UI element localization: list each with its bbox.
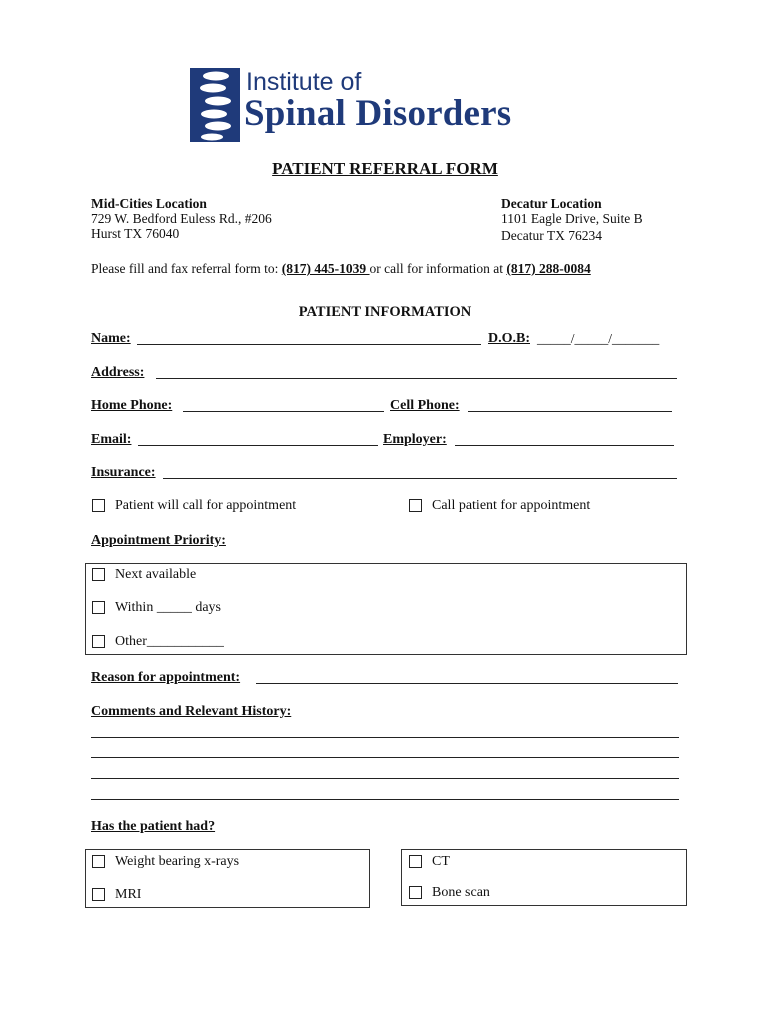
appointment-priority-label: Appointment Priority: xyxy=(91,533,226,548)
name-label: Name: xyxy=(91,331,131,346)
comments-line-2[interactable] xyxy=(91,757,679,758)
xrays-label: Weight bearing x-rays xyxy=(115,854,240,869)
address-label: Address: xyxy=(91,365,145,380)
email-field[interactable] xyxy=(138,445,378,446)
other-label: Other___________ xyxy=(115,634,224,649)
patient-will-call-label: Patient will call for appointment xyxy=(115,498,297,513)
cell-phone-field[interactable] xyxy=(468,411,672,412)
xrays-checkbox[interactable] xyxy=(92,855,105,868)
spine-icon xyxy=(190,68,240,142)
email-label: Email: xyxy=(91,432,132,447)
decatur-address1: 1101 Eagle Drive, Suite B xyxy=(501,211,643,226)
home-phone-field[interactable] xyxy=(183,411,384,412)
bone-scan-checkbox[interactable] xyxy=(409,886,422,899)
call-patient-label: Call patient for appointment xyxy=(432,498,591,513)
bone-scan-label: Bone scan xyxy=(432,885,490,900)
decatur-address2: Decatur TX 76234 xyxy=(501,228,602,243)
mid-cities-address1: 729 W. Bedford Euless Rd., #206 xyxy=(91,211,272,226)
comments-line-3[interactable] xyxy=(91,778,679,779)
reason-label: Reason for appointment: xyxy=(91,670,241,685)
comments-line-1[interactable] xyxy=(91,737,679,738)
instructions-middle: or call for information at xyxy=(369,261,507,276)
cell-phone-label: Cell Phone: xyxy=(390,398,460,413)
patient-will-call-checkbox[interactable] xyxy=(92,499,105,512)
dob-field[interactable]: _____/_____/_______ xyxy=(537,331,660,346)
call-patient-checkbox[interactable] xyxy=(409,499,422,512)
name-field[interactable] xyxy=(137,344,481,345)
mri-checkbox[interactable] xyxy=(92,888,105,901)
mid-cities-title: Mid-Cities Location xyxy=(91,196,207,211)
instructions-prefix: Please fill and fax referral form to: xyxy=(91,261,282,276)
next-available-checkbox[interactable] xyxy=(92,568,105,581)
next-available-label: Next available xyxy=(115,567,197,582)
fax-number: (817) 445-1039 xyxy=(281,261,370,276)
logo-line2: Spinal Disorders xyxy=(244,93,512,134)
insurance-label: Insurance: xyxy=(91,465,156,480)
decatur-title: Decatur Location xyxy=(501,196,602,211)
history-label: Has the patient had? xyxy=(91,819,216,834)
dob-label: D.O.B: xyxy=(488,331,530,346)
reason-field[interactable] xyxy=(256,683,678,684)
patient-info-heading: PATIENT INFORMATION xyxy=(298,304,472,320)
instructions xyxy=(91,261,591,277)
employer-field[interactable] xyxy=(455,445,674,446)
logo-line1: Institute of xyxy=(246,68,362,96)
employer-label: Employer: xyxy=(383,432,447,447)
mid-cities-address2: Hurst TX 76040 xyxy=(91,226,180,241)
ct-label: CT xyxy=(432,854,450,869)
insurance-field[interactable] xyxy=(163,478,677,479)
within-days-checkbox[interactable] xyxy=(92,601,105,614)
ct-checkbox[interactable] xyxy=(409,855,422,868)
within-days-label: Within _____ days xyxy=(115,600,221,615)
form-title: PATIENT REFERRAL FORM xyxy=(272,159,498,178)
home-phone-label: Home Phone: xyxy=(91,398,173,413)
comments-label: Comments and Relevant History: xyxy=(91,704,292,719)
logo xyxy=(190,68,582,142)
other-checkbox[interactable] xyxy=(92,635,105,648)
address-field[interactable] xyxy=(156,378,677,379)
mri-label: MRI xyxy=(115,887,142,902)
phone-number: (817) 288-0084 xyxy=(506,261,591,276)
comments-line-4[interactable] xyxy=(91,799,679,800)
